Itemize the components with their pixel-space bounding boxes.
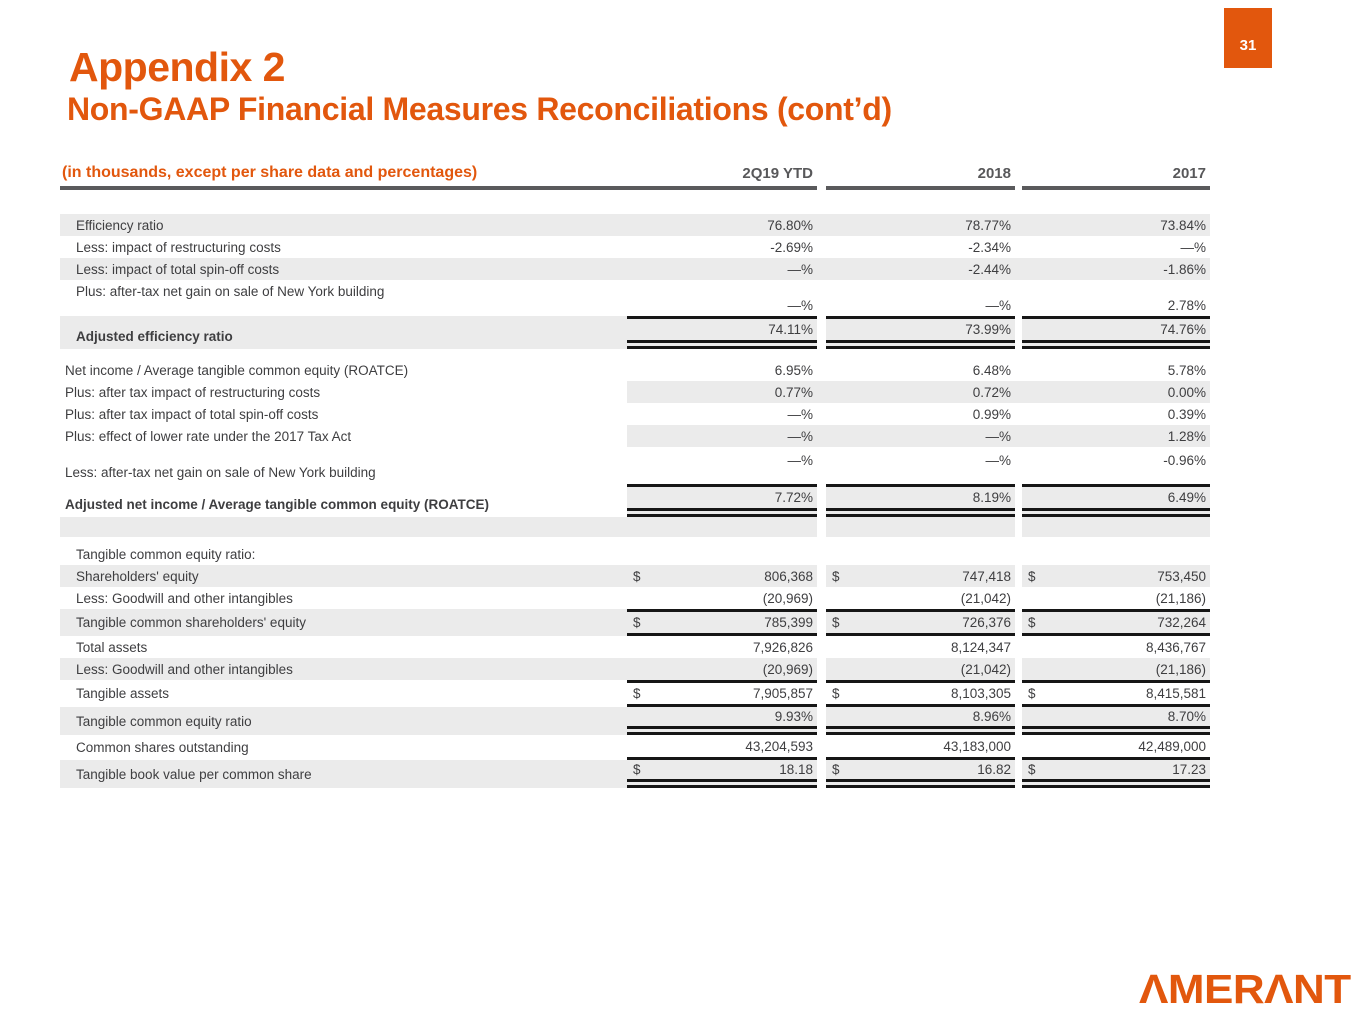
row-values (627, 680, 1210, 707)
table-row (60, 403, 1210, 425)
cell-value: 7,905,857 (752, 686, 813, 701)
value-cell (627, 280, 817, 316)
cell-value: 726,376 (962, 615, 1011, 630)
row-label: Adjusted net income / Average tangible common equity (ROATCE) (65, 497, 490, 512)
row-label: Net income / Average tangible common equity (ROATCE) (65, 362, 409, 378)
column-gutter (1015, 316, 1022, 349)
cell-value: 8,124,347 (950, 639, 1011, 655)
cell-value: 1.28% (1167, 428, 1206, 444)
cell-value: 806,368 (764, 568, 813, 584)
row-values (627, 403, 1210, 425)
cell-value: (21,042) (960, 661, 1011, 677)
value-cell (1022, 484, 1210, 517)
table-row (60, 680, 1210, 707)
value-cell (1022, 735, 1210, 760)
cell-value: —% (787, 406, 813, 422)
table-row (60, 587, 1210, 609)
column-gutter (1015, 236, 1022, 258)
table-row (60, 760, 1210, 788)
column-gutter (1015, 517, 1022, 537)
cell-value: —% (787, 261, 813, 277)
row-values (627, 425, 1210, 447)
column-gutter (1015, 359, 1022, 381)
row-label: Plus: after tax impact of restructuring costs (65, 384, 321, 400)
column-header-2q19-ytd: 2Q19 YTD (627, 165, 817, 190)
row-label: Plus: after-tax net gain on sale of New York building (76, 284, 385, 299)
column-gutter (1015, 636, 1022, 658)
financial-table-body (60, 214, 1210, 788)
value-cell (1022, 214, 1210, 236)
row-label: Less: Goodwill and other intangibles (60, 658, 627, 680)
row-values (627, 636, 1210, 658)
row-values (627, 381, 1210, 403)
cell-value: —% (787, 298, 813, 313)
row-label: Plus: after tax impact of total spin-off costs (65, 406, 319, 422)
value-cell (826, 425, 1015, 447)
value-cell (826, 359, 1015, 381)
value-cell (627, 381, 817, 403)
cell-value: 78.77% (965, 217, 1011, 233)
cell-value: —% (985, 453, 1011, 468)
column-gutter (817, 425, 826, 447)
table-row (60, 636, 1210, 658)
table-row (60, 707, 1210, 735)
column-gutter (1015, 565, 1022, 587)
column-gutter (817, 316, 826, 349)
cell-value: -2.34% (968, 239, 1011, 255)
row-values (627, 359, 1210, 381)
column-gutter (817, 587, 826, 609)
table-row (60, 316, 1210, 349)
column-gutter (817, 447, 826, 484)
value-cell (627, 258, 817, 280)
value-cell (1022, 543, 1210, 565)
value-cell (826, 280, 1015, 316)
cell-value: —% (985, 428, 1011, 444)
value-cell (1022, 403, 1210, 425)
value-cell (1022, 636, 1210, 658)
table-row (60, 214, 1210, 236)
dollar-sign: $ (633, 568, 641, 584)
cell-value: 8,103,305 (950, 686, 1011, 701)
value-cell (826, 447, 1015, 484)
value-cell (826, 565, 1015, 587)
row-values (627, 565, 1210, 587)
table-header-row (60, 164, 1210, 190)
value-cell (1022, 658, 1210, 680)
value-cell (1022, 609, 1210, 636)
value-cell (1022, 680, 1210, 707)
table-row (60, 425, 1210, 447)
cell-value: 5.78% (1167, 362, 1206, 378)
column-header-2017: 2017 (1022, 165, 1210, 190)
value-cell (826, 609, 1015, 636)
column-gutter (1015, 280, 1022, 316)
value-cell (627, 735, 817, 760)
row-values (627, 517, 1210, 537)
value-cell (826, 214, 1015, 236)
cell-value: 16.82 (977, 762, 1011, 777)
cell-value: -2.44% (968, 261, 1011, 277)
cell-value: (21,042) (960, 590, 1011, 606)
row-label: Adjusted efficiency ratio (60, 316, 627, 349)
table-row (60, 735, 1210, 760)
amerant-logo: ΛMERΛNT (1139, 967, 1351, 1013)
column-gutter (817, 280, 826, 316)
table-row (60, 543, 1210, 565)
page-number-badge (1224, 8, 1272, 68)
table-row (60, 258, 1210, 280)
cell-value: -1.86% (1163, 261, 1206, 277)
row-values (627, 609, 1210, 636)
cell-value: 8.70% (1167, 709, 1206, 724)
value-cell (1022, 381, 1210, 403)
column-gutter (817, 680, 826, 707)
cell-value: 73.84% (1160, 217, 1206, 233)
value-cell (826, 680, 1015, 707)
column-gutter (817, 543, 826, 565)
cell-value: (20,969) (762, 661, 813, 677)
row-values (627, 587, 1210, 609)
value-cell (1022, 359, 1210, 381)
value-cell (826, 636, 1015, 658)
dollar-sign: $ (1028, 686, 1036, 701)
cell-value: —% (787, 453, 813, 468)
cell-value: 6.95% (774, 362, 813, 378)
cell-value: (20,969) (762, 590, 813, 606)
cell-value: 7,926,826 (752, 639, 813, 655)
column-gutter (817, 707, 826, 735)
value-cell (627, 425, 817, 447)
dollar-sign: $ (633, 686, 641, 701)
row-label: Less: impact of total spin-off costs (60, 258, 627, 280)
value-cell (627, 543, 817, 565)
column-gutter (1015, 164, 1022, 190)
value-cell (627, 403, 817, 425)
cell-value: -0.96% (1163, 453, 1206, 468)
cell-value: 2.78% (1167, 298, 1206, 313)
row-values (627, 543, 1210, 565)
value-cell (627, 316, 817, 349)
column-gutter (817, 609, 826, 636)
table-row (60, 517, 1210, 537)
row-label: Plus: effect of lower rate under the 2017 Tax Act (65, 428, 352, 444)
dollar-sign: $ (832, 568, 840, 584)
table-row (60, 447, 1210, 484)
dollar-sign: $ (832, 615, 840, 630)
table-row (60, 359, 1210, 381)
dollar-sign: $ (1028, 762, 1036, 777)
dollar-sign: $ (1028, 615, 1036, 630)
value-cell (627, 707, 817, 735)
dollar-sign: $ (832, 762, 840, 777)
cell-value: 74.76% (1160, 322, 1206, 337)
dollar-sign: $ (1028, 568, 1036, 584)
column-gutter (1015, 381, 1022, 403)
value-cell (627, 359, 817, 381)
cell-value: 74.11% (768, 322, 813, 337)
column-gutter (1015, 680, 1022, 707)
value-cell (627, 214, 817, 236)
column-gutter (817, 760, 826, 788)
cell-value: —% (787, 428, 813, 444)
value-cell (826, 258, 1015, 280)
column-gutter (1015, 214, 1022, 236)
row-label: Tangible common equity ratio: (76, 546, 256, 562)
cell-value: 42,489,000 (1138, 738, 1206, 754)
cell-value: 7.72% (774, 490, 813, 505)
value-cell (826, 316, 1015, 349)
value-cell (826, 517, 1015, 537)
row-values (627, 658, 1210, 680)
value-cell (627, 609, 817, 636)
row-label: Efficiency ratio (60, 214, 627, 236)
value-cell (826, 484, 1015, 517)
column-gutter (1015, 658, 1022, 680)
dollar-sign: $ (633, 615, 641, 630)
row-label: Tangible book value per common share (60, 760, 627, 788)
column-gutter (817, 565, 826, 587)
cell-value: (21,186) (1155, 590, 1206, 606)
cell-value: 18.18 (779, 762, 813, 777)
column-gutter (1015, 707, 1022, 735)
value-cell (826, 543, 1015, 565)
value-cell (627, 484, 817, 517)
column-gutter (1015, 587, 1022, 609)
value-cell (1022, 280, 1210, 316)
value-cell (826, 658, 1015, 680)
row-values (627, 258, 1210, 280)
value-cell (627, 636, 817, 658)
column-gutter (817, 636, 826, 658)
cell-value: 43,183,000 (943, 738, 1011, 754)
row-label: Less: Goodwill and other intangibles (76, 590, 293, 606)
value-cell (627, 587, 817, 609)
value-cell (627, 517, 817, 537)
column-gutter (1015, 735, 1022, 760)
cell-value: 0.72% (972, 384, 1011, 400)
column-gutter (817, 164, 826, 190)
cell-value: 76.80% (767, 217, 813, 233)
value-cell (627, 565, 817, 587)
row-values (627, 447, 1210, 484)
cell-value: —% (985, 298, 1011, 313)
row-values (627, 214, 1210, 236)
value-cell (627, 658, 817, 680)
value-cell (1022, 565, 1210, 587)
row-values (627, 760, 1210, 788)
cell-value: 747,418 (962, 568, 1011, 584)
row-values (627, 735, 1210, 760)
value-cell (1022, 760, 1210, 788)
cell-value: 6.48% (972, 362, 1011, 378)
cell-value: 0.39% (1167, 406, 1206, 422)
column-gutter (817, 381, 826, 403)
column-gutter (1015, 403, 1022, 425)
row-values (627, 236, 1210, 258)
cell-value: 6.49% (1167, 490, 1206, 505)
value-cell (627, 760, 817, 788)
column-gutter (817, 359, 826, 381)
cell-value: 73.99% (965, 322, 1011, 337)
row-label: Less: impact of restructuring costs (76, 239, 281, 255)
value-cell (1022, 447, 1210, 484)
cell-value: —% (1180, 239, 1206, 255)
cell-value: 0.00% (1167, 384, 1206, 400)
cell-value: 17.23 (1172, 762, 1206, 777)
column-gutter (1015, 609, 1022, 636)
cell-value: 0.77% (774, 384, 813, 400)
value-cell (826, 735, 1015, 760)
value-cell (627, 236, 817, 258)
row-label: Less: after-tax net gain on sale of New York building (65, 465, 376, 480)
row-label (60, 517, 627, 537)
column-gutter (1015, 543, 1022, 565)
row-label: Tangible common equity ratio (60, 707, 627, 735)
value-cell (826, 403, 1015, 425)
cell-value: 8,415,581 (1145, 686, 1206, 701)
value-cell (826, 707, 1015, 735)
page-number: 31 (1239, 36, 1257, 54)
value-cell (826, 381, 1015, 403)
table-row (60, 609, 1210, 636)
value-cell (1022, 587, 1210, 609)
cell-value: 785,399 (764, 615, 813, 630)
column-gutter (817, 517, 826, 537)
row-label: Total assets (76, 639, 148, 655)
dollar-sign: $ (832, 686, 840, 701)
slide-title: Appendix 2 (69, 44, 285, 90)
column-gutter (1015, 484, 1022, 517)
dollar-sign: $ (633, 762, 641, 777)
cell-value: (21,186) (1155, 661, 1206, 677)
column-gutter (817, 214, 826, 236)
slide-subtitle: Non-GAAP Financial Measures Reconciliations (cont’d) (67, 91, 892, 127)
column-gutter (817, 484, 826, 517)
column-gutter (1015, 447, 1022, 484)
column-gutter (817, 258, 826, 280)
table-row (60, 484, 1210, 517)
column-gutter (817, 403, 826, 425)
cell-value: 753,450 (1157, 568, 1206, 584)
value-cell (1022, 707, 1210, 735)
row-values (627, 484, 1210, 517)
cell-value: 9.93% (774, 709, 813, 724)
table-row (60, 236, 1210, 258)
value-cell (627, 447, 817, 484)
column-header-2018: 2018 (826, 165, 1015, 190)
cell-value: 8,436,767 (1145, 639, 1206, 655)
row-values (627, 316, 1210, 349)
cell-value: 8.19% (972, 490, 1011, 505)
table-row (60, 381, 1210, 403)
value-cell (826, 760, 1015, 788)
value-cell (826, 587, 1015, 609)
financial-table (60, 164, 1210, 788)
value-cell (1022, 425, 1210, 447)
row-values (627, 280, 1210, 316)
table-row (60, 565, 1210, 587)
cell-value: -2.69% (770, 239, 813, 255)
table-caption: (in thousands, except per share data and percentages) (60, 164, 627, 190)
row-label: Shareholders' equity (60, 565, 627, 587)
table-row (60, 280, 1210, 316)
column-gutter (817, 236, 826, 258)
value-cell (1022, 258, 1210, 280)
cell-value: 43,204,593 (745, 738, 813, 754)
column-gutter (817, 735, 826, 760)
value-cell (1022, 517, 1210, 537)
value-cell (627, 680, 817, 707)
cell-value: 8.96% (972, 709, 1011, 724)
cell-value: 0.99% (972, 406, 1011, 422)
table-row (60, 658, 1210, 680)
value-cell (1022, 316, 1210, 349)
cell-value: 732,264 (1157, 615, 1206, 630)
row-label: Tangible common shareholders' equity (60, 609, 627, 636)
column-gutter (1015, 760, 1022, 788)
value-cell (826, 236, 1015, 258)
column-gutter (817, 658, 826, 680)
column-gutter (1015, 425, 1022, 447)
column-gutter (1015, 258, 1022, 280)
row-values (627, 707, 1210, 735)
row-label: Tangible assets (76, 686, 170, 701)
value-cell (1022, 236, 1210, 258)
row-label: Common shares outstanding (76, 740, 249, 755)
